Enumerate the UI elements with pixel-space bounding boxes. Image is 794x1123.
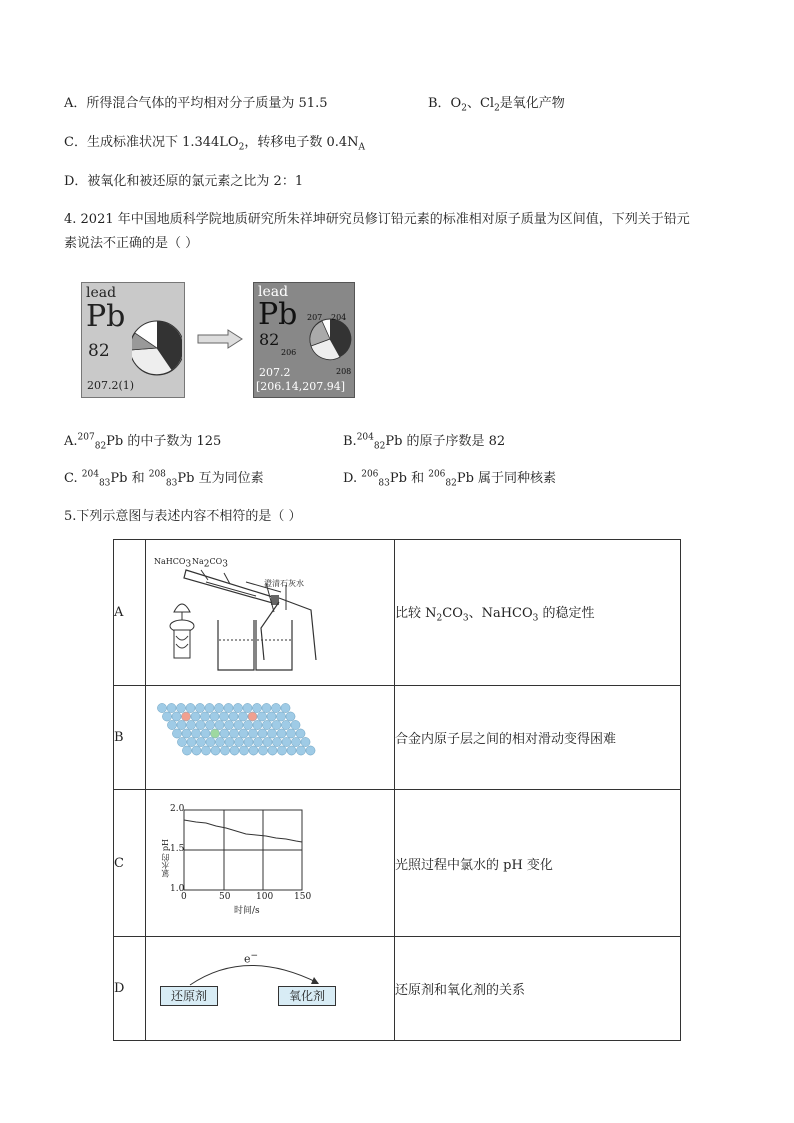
electron-label: e− [244, 951, 259, 966]
atom [225, 737, 234, 746]
q4-option-c: C. $^{204}_{83}$Pb 和 $^{208}_{83}$Pb 互为同位素 [64, 469, 264, 489]
atom [191, 712, 200, 721]
atom [214, 703, 223, 712]
atom [262, 720, 271, 729]
atom [201, 729, 210, 738]
label-limewater: 澄清石灰水 [264, 579, 304, 588]
y-tick: 1.5 [170, 844, 185, 854]
atom [277, 729, 286, 738]
atom [186, 720, 195, 729]
oxidant-box: 氧化剂 [278, 986, 336, 1006]
q4-stem-line1: 4. 2021 年中国地质科学院地质研究所朱祥坤研究员修订铅元素的标准相对原子质量为区间值，下列关于铅元 [64, 212, 690, 227]
atom [234, 720, 243, 729]
atom [267, 729, 276, 738]
atom [182, 729, 191, 738]
atom [268, 746, 277, 755]
atom [243, 720, 252, 729]
card-atomic-mass: 207.2(1) [87, 379, 135, 392]
element-card-after [253, 282, 355, 398]
atom [239, 746, 248, 755]
row-label: B [114, 686, 146, 790]
atom [224, 720, 233, 729]
atom [249, 746, 258, 755]
card-element-symbol: Pb [86, 299, 126, 334]
reductant-box: 还原剂 [160, 986, 218, 1006]
atom [233, 703, 242, 712]
atom [253, 737, 262, 746]
q5-stem: 5.下列示意图与表述内容不相符的是（ ） [64, 509, 302, 524]
atom [176, 703, 185, 712]
atom [262, 703, 271, 712]
isotope-label-204: 204 [331, 313, 347, 322]
row-label: D [114, 937, 146, 1041]
atom [277, 746, 286, 755]
q4-option-a: A.$^{207}_{82}$Pb 的中子数为 125 [64, 432, 222, 452]
atom [191, 729, 200, 738]
atom [272, 737, 281, 746]
row-description: 光照过程中氯水的 pH 变化 [395, 790, 681, 937]
y-tick: 2.0 [170, 804, 185, 814]
isotope-pie-chart [132, 318, 182, 378]
atom [172, 729, 181, 738]
figure-heating-apparatus [146, 540, 395, 686]
atom [172, 712, 181, 721]
atom [272, 720, 281, 729]
atom [258, 746, 267, 755]
x-tick: 100 [256, 892, 274, 902]
atom [282, 737, 291, 746]
atom [257, 712, 266, 721]
row-label: A [114, 540, 146, 686]
atom [301, 737, 310, 746]
atom [200, 712, 209, 721]
atom [263, 737, 272, 746]
card-atomic-mass: 207.2 [259, 366, 291, 379]
atom [187, 737, 196, 746]
atom [296, 729, 305, 738]
x-tick: 150 [294, 892, 312, 902]
x-tick: 50 [219, 892, 231, 902]
atom [210, 729, 219, 738]
q4-option-b: B.$^{204}_{82}$Pb 的原子序数是 82 [343, 432, 506, 452]
q3-option-d: D．被氧化和被还原的氯元素之比为 2：1 [64, 174, 304, 189]
arrow-right-icon [196, 328, 244, 350]
q4-option-d: D. $^{206}_{83}$Pb 和 $^{206}_{82}$Pb 属于同种核素 [343, 469, 557, 489]
element-card-before [81, 282, 185, 398]
card-mass-range: [206.14,207.94] [256, 380, 346, 393]
table-row [114, 686, 681, 790]
q4-stem-line2: 素说法不正确的是（ ） [64, 236, 199, 251]
isotope-label-206: 206 [281, 348, 297, 357]
atom [238, 712, 247, 721]
atom [224, 703, 233, 712]
atom [162, 712, 171, 721]
isotope-label-207: 207 [307, 313, 323, 322]
y-axis-label: 氯水的 pH [161, 839, 170, 878]
atom [281, 703, 290, 712]
label-na2co3: $Na_2CO_3$ [192, 557, 228, 570]
atom [205, 703, 214, 712]
atom [220, 746, 229, 755]
q3-option-a: A．所得混合气体的平均相对分子质量为 51.5 [64, 96, 328, 111]
atom [248, 729, 257, 738]
x-tick: 0 [181, 892, 187, 902]
atom [210, 712, 219, 721]
atom [167, 703, 176, 712]
atom [177, 720, 186, 729]
row-description: 比较 $N_2CO_3$、NaHCO$_3$ 的稳定性 [395, 540, 681, 686]
atom [234, 737, 243, 746]
atom [229, 729, 238, 738]
card-element-symbol: Pb [258, 297, 298, 332]
atom [219, 712, 228, 721]
y-tick: 1.0 [170, 884, 185, 894]
label-nahco3: NaHCO$_3$ [154, 557, 192, 570]
x-axis-label: 时间/s [234, 906, 260, 916]
atom [291, 720, 300, 729]
card-element-name: lead [86, 285, 117, 301]
atom [181, 712, 190, 721]
atom [195, 703, 204, 712]
atom [244, 737, 253, 746]
isotope-label-208: 208 [336, 367, 352, 376]
table-row [114, 790, 681, 937]
atom [182, 746, 191, 755]
atom [276, 712, 285, 721]
atom [258, 729, 267, 738]
atom [215, 737, 224, 746]
card-atomic-number: 82 [88, 341, 110, 361]
card-element-name: lead [258, 284, 289, 300]
atom [220, 729, 229, 738]
atom [243, 703, 252, 712]
atom [211, 746, 220, 755]
table-row [114, 937, 681, 1041]
atom [201, 746, 210, 755]
atom [230, 746, 239, 755]
atom [239, 729, 248, 738]
atom [267, 712, 276, 721]
atom [157, 703, 166, 712]
atom [291, 737, 300, 746]
alloy-atom-lattice [146, 686, 394, 785]
atom [205, 720, 214, 729]
atom [248, 712, 257, 721]
atom [167, 720, 176, 729]
figure-redox-relation [146, 937, 395, 1041]
atom [206, 737, 215, 746]
q3-option-c: C．生成标准状况下 $1.344LO_2$，转移电子数 $0.4N_A$ [64, 135, 366, 153]
table-row [114, 540, 681, 686]
atom [281, 720, 290, 729]
atom [296, 746, 305, 755]
atom [286, 729, 295, 738]
atom [196, 737, 205, 746]
atom [252, 703, 261, 712]
figure-ph-chart [146, 790, 395, 937]
atom [306, 746, 315, 755]
atom [177, 737, 186, 746]
row-description: 合金内原子层之间的相对滑动变得困难 [395, 686, 681, 790]
figure-alloy-atoms [146, 686, 395, 790]
atom [196, 720, 205, 729]
atom [253, 720, 262, 729]
atom [287, 746, 296, 755]
card-atomic-number: 82 [259, 330, 280, 349]
atom [186, 703, 195, 712]
atom [215, 720, 224, 729]
atom [286, 712, 295, 721]
atom [229, 712, 238, 721]
atom [271, 703, 280, 712]
atom [192, 746, 201, 755]
q3-option-b: B．$O_2$、$Cl_2$是氧化产物 [428, 96, 565, 114]
q5-table [113, 539, 681, 1041]
row-label: C [114, 790, 146, 937]
row-description: 还原剂和氧化剂的关系 [395, 937, 681, 1041]
